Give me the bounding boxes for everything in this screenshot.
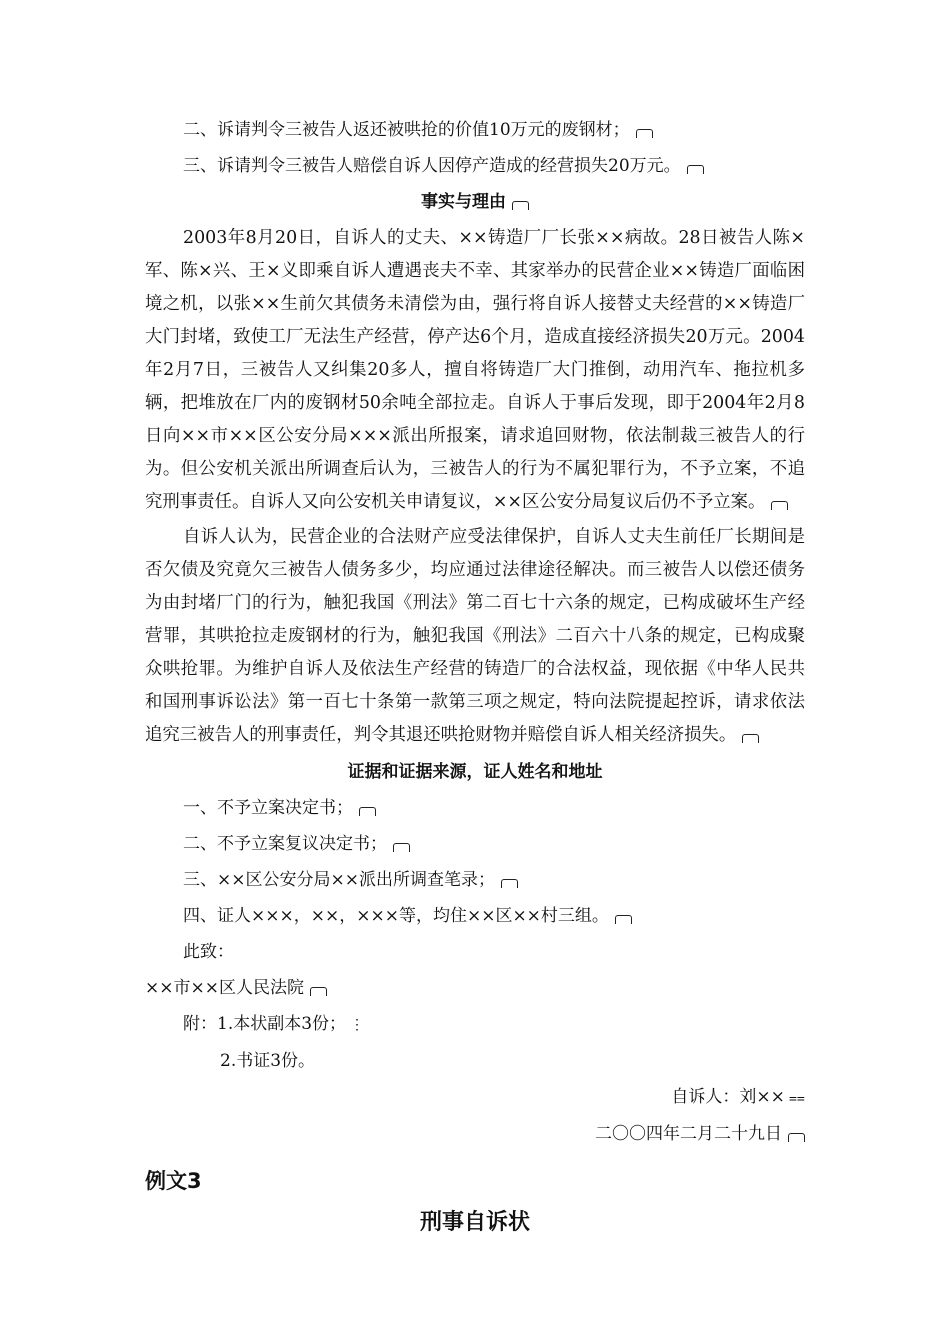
facts-paragraph-1: [145, 222, 805, 519]
date-text: 二〇〇四年二月二十九日: [595, 1124, 782, 1144]
evidence-item-2: [145, 826, 805, 862]
court-name: [145, 970, 805, 1006]
evidence-item-3: [145, 862, 805, 898]
salutation: 此致：: [183, 942, 234, 962]
evidence-item-4: [145, 898, 805, 934]
paragraph-mark: [687, 165, 704, 174]
example-label: 例文3: [145, 1169, 202, 1193]
evidence-item-1-text: 一、不予立案决定书；: [183, 798, 353, 818]
facts-heading-text: 事实与理由: [421, 192, 506, 212]
evidence-item-1: [145, 790, 805, 826]
paragraph-mark: [393, 843, 410, 852]
document-title: 刑事自诉状: [419, 1210, 530, 1235]
paragraph-mark: [310, 987, 327, 996]
attachments-line-2: 2.书证3份。: [220, 1051, 316, 1071]
paragraph-mark: [636, 129, 653, 138]
facts-paragraph-2-text: 自诉人认为，民营企业的合法财产应受法律保护，自诉人丈夫生前任厂长期间是否欠债及究竟欠三被告人债务多少，均应通过法律途径解决。而三被告人以偿还债务为由封堵厂门的行为，触犯我国《刑法》第二百七十六条的规定，已构成破坏生产经营罪，其哄抢拉走废钢材的行为，触犯我国《刑法》二百六十八条的规定，已构成聚众哄抢罪。为维护自诉人及依法生产经营的铸造厂的合法权益，现依据《中华人民共和国刑事诉讼法》第一百七十条第一款第三项之规定，特向法院提起控诉，请求依法追究三被告人的刑事责任，判令其退还哄抢财物并赔偿自诉人相关经济损失。: [145, 527, 805, 745]
attachments-line-1-text: 附：1.本状副本3份；: [183, 1014, 347, 1034]
facts-heading: [145, 184, 805, 220]
evidence-item-4-text: 四、证人×××，××，×××等，均住××区××村三组。: [183, 906, 609, 926]
court-name-text: ××市××区人民法院: [145, 978, 304, 998]
evidence-item-2-text: 二、不予立案复议决定书；: [183, 834, 387, 854]
claim-3: [145, 148, 805, 184]
paragraph-mark: [615, 915, 632, 924]
document-page: [145, 112, 805, 1238]
paragraph-mark: [771, 501, 788, 510]
signature-text: 自诉人：刘××: [671, 1087, 785, 1107]
paragraph-mark: [788, 1133, 805, 1142]
paragraph-mark: [512, 201, 529, 210]
signature: [145, 1079, 805, 1116]
evidence-heading: 证据和证据来源，证人姓名和地址: [347, 762, 603, 782]
claim-2: [145, 112, 805, 148]
facts-paragraph-2: [145, 521, 805, 752]
evidence-item-3-text: 三、××区公安分局××派出所调查笔录；: [183, 870, 495, 890]
claim-2-text: 二、诉请判令三被告人返还被哄抢的价值10万元的废钢材；: [183, 120, 630, 140]
facts-paragraph-1-text: 2003年8月20日，自诉人的丈夫、××铸造厂厂长张××病故。28日被告人陈×军、陈×兴、王×义即乘自诉人遭遇丧夫不幸、其家举办的民营企业××铸造厂面临困境之机，以张××生前欠其债务未清偿为由，强行将自诉人接替丈夫经营的××铸造厂大门封堵，致使工厂无法生产经营，停产达6个月，造成直接经济损失20万元。2004年2月7日，三被告人又纠集20多人，擅自将铸造厂大门推倒，动用汽车、拖拉机多辆，把堆放在厂内的废钢材50余吨全部拉走。自诉人于事后发现，即于2004年2月8日向××市××区公安分局×××派出所报案，请求追回财物，依法制裁三被告人的行为。但公安机关派出所调查后认为，三被告人的行为不属犯罪行为，不予立案，不追究刑事责任。自诉人又向公安机关申请复议，××区公安分局复议后仍不予立案。: [145, 228, 805, 512]
date: [145, 1116, 805, 1152]
attachments-line-1: [145, 1006, 805, 1043]
column-mark: ⋮: [350, 1017, 365, 1033]
paragraph-mark: [742, 734, 759, 743]
paragraph-mark: [501, 879, 518, 888]
paragraph-mark: [359, 807, 376, 816]
column-mark: ⩵: [788, 1090, 805, 1106]
claim-3-text: 三、诉请判令三被告人赔偿自诉人因停产造成的经营损失20万元。: [183, 156, 681, 176]
